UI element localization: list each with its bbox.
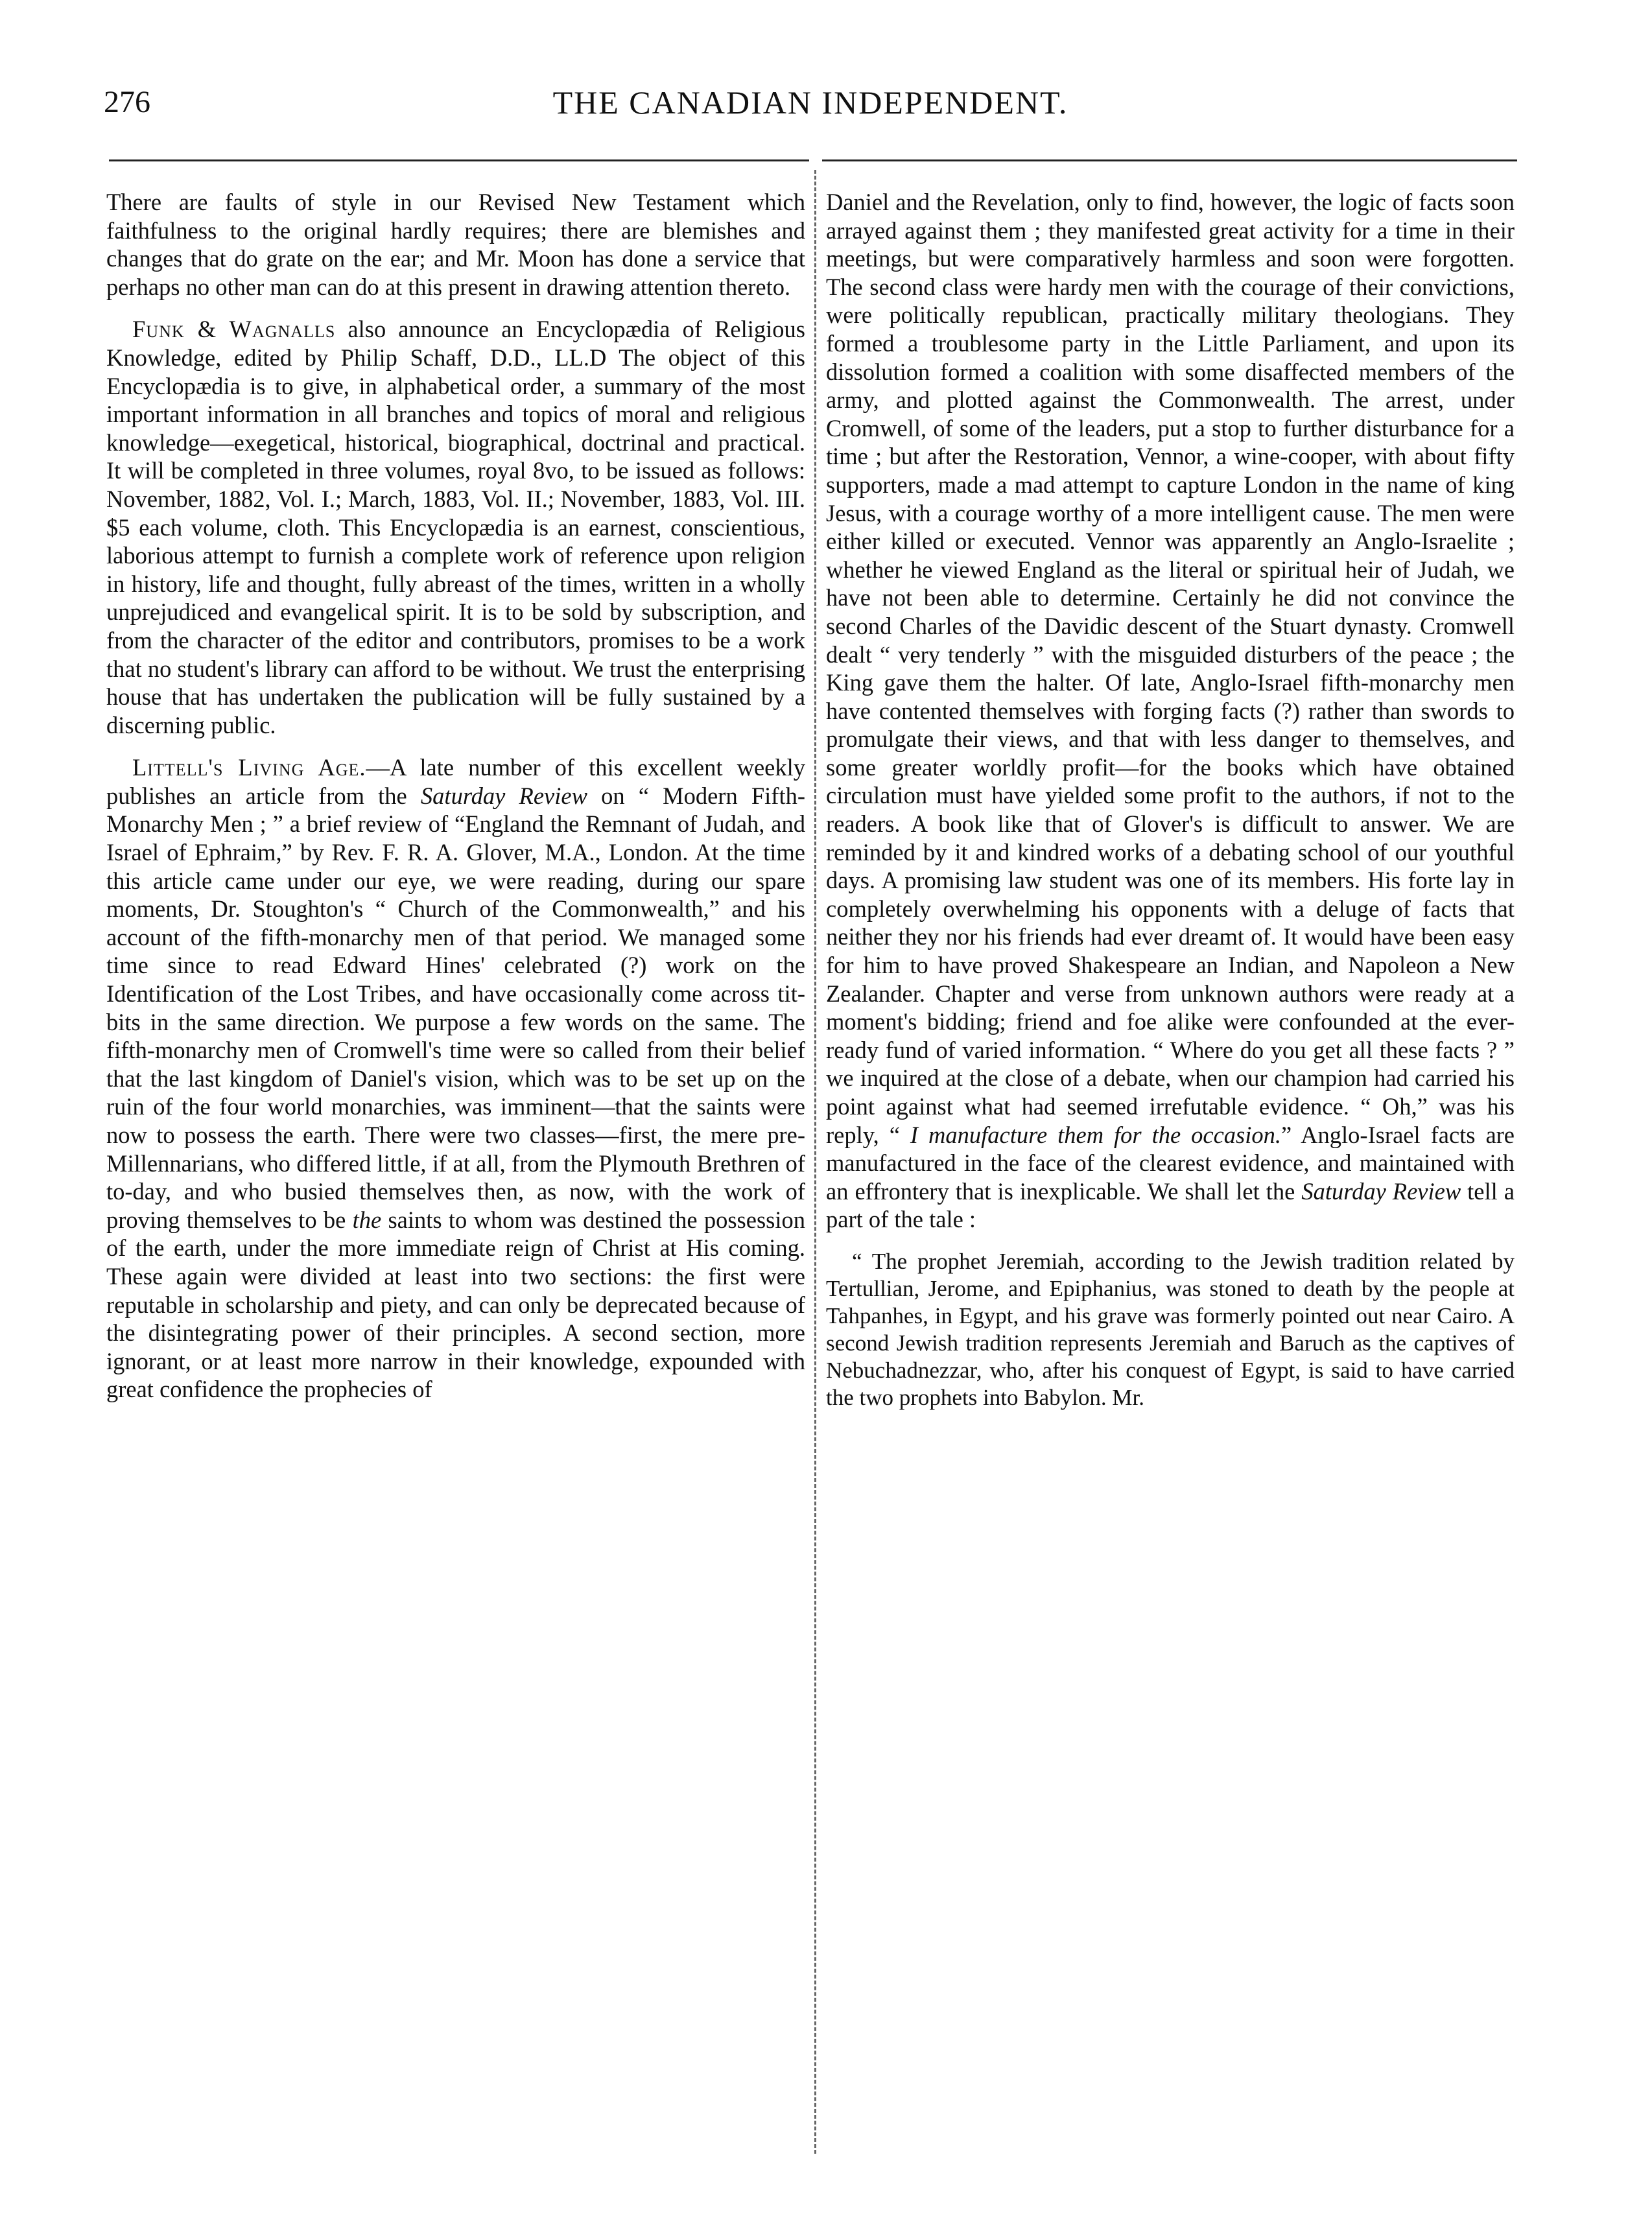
paragraph-text: There are faults of style in our Revised New Testament which faithfulness to the original hardly requires; there are blemishes and changes that do grate on the ear; and Mr. Moon has done a service that perhaps no other man can do at this present in drawing attention thereto. (106, 189, 805, 300)
paragraph-fifth-monarchy (826, 188, 1515, 1234)
paragraph-text: Daniel and the Revelation, only to find, however, the logic of facts soon arrayed against them ; they manifested great activity for a time in their meetings, but were comparatively harmless and soon were forgotten. The second class were hardy men with the courage of their convictions, were politically republican, practically military theologians. They formed a troublesome party in the Little Parliament, and upon its dissolution formed a coalition with some disaffected members of the army, and plotted against the Commonwealth. The arrest, under Cromwell, of some of the leaders, put a stop to further disturbance for a time ; but after the Restoration, Vennor, a wine-cooper, with about fifty supporters, made a mad attempt to capture London in the name of king Jesus, with a courage worthy of a more intelligent cause. The men were either killed or executed. Vennor was apparently an Anglo-Israelite ; whether he viewed England as the literal or spiritual heir of Judah, we have not been able to determine. Certainly he did not convince the second Charles of the Davidic descent of the Stuart dynasty. Cromwell dealt “ very tenderly ” with the misguided disturbers of the peace ; the King gave them the halter. Of late, Anglo-Israel fifth-monarchy men have contented themselves with forging facts (?) rather than swords to promulgate their views, and that with less danger to themselves, and some greater worldly profit—for the books which have obtained circulation must have yielded some profit to the authors, if not to the readers. A book like that of Glover's is difficult to answer. We are reminded by it and kindred works of a debating school of our youthful days. A promising law student was one of its members. His forte lay in completely overwhelming his opponents with a deluge of facts that neither they nor his friends had ever dreamt of. It would have been easy for him to have proved Shakespeare an Indian, and Napoleon a New Zealander. Chapter and verse from unknown authors were ready at a moment's bidding; friend and foe alike were confounded at the ever-ready fund of varied information. “ Where do you get all these facts ? ” we inquired at the close of a debate, when our champion had carried his point against what had seemed irrefutable evidence. “ Oh,” was his reply, “ (826, 189, 1515, 1148)
left-column (106, 188, 805, 2172)
running-title: THE CANADIAN INDEPENDENT. (552, 84, 1068, 121)
right-column (826, 188, 1515, 2172)
block-quote (826, 1248, 1515, 1411)
paragraph-text: also announce an Encyclopædia of Religious Knowledge, edited by Philip Schaff, D.D., LL.D The object of this Encyclopædia is to give, in alphabetical order, a summary of the most important information in all branches and topics of moral and religious knowledge—exegetical, historical, biographical, doctrinal and practical. It will be completed in three volumes, royal 8vo, to be issued as follows: November, 1882, Vol. I.; March, 1883, Vol. II.; November, 1883, Vol. III. $5 each volume, cloth. This Encyclopædia is an earnest, conscientious, laborious attempt to furnish a complete work of reference upon religion in history, life and thought, fully abreast of the times, written in a wholly unprejudiced and evangelical spirit. It is to be sold by subscription, and from the character of the editor and contributors, promises to be a work that no student's library can afford to be without. We trust the enterprising house that has undertaken the publication will be fully sustained by a discerning public. (106, 316, 805, 738)
quote-text: “ The prophet Jeremiah, according to the Jewish tradition related by Tertullian, Jerome, and Epiphanius, was stoned to death by the people at Tahpanhes, in Egypt, and his grave was formerly pointed out near Cairo. A second Jewish tradition represents Jeremiah and Baruch as the captives of Nebuchadnezzar, who, after his conquest of Egypt, is said to have carried the two prophets into Babylon. Mr. (826, 1248, 1515, 1410)
italic-text: I manufacture them for the occasion. (910, 1121, 1282, 1148)
column-divider (814, 170, 816, 2154)
header-rule-left (109, 159, 809, 161)
paragraph-lead: Littell's Living Age. (132, 754, 366, 781)
paragraph-text: on “ Modern Fifth-Monarchy Men ; ” a brief review of “England the Remnant of Judah, and Israel of Ephraim,” by Rev. F. R. A. Glover, M.A., London. At the time this article came under our eye, we were reading, during our spare moments, Dr. Stoughton's “ Church of the Commonwealth,” and his account of the fifth-monarchy men of that period. We managed some time since to read Edward Hines' celebrated (?) work on the Identification of the Lost Tribes, and have occasionally come across tit-bits in the same direction. We purpose a few words on the same. The fifth-monarchy men of Cromwell's time were so called from their belief that the last kingdom of Daniel's vision, which was to be set up on the ruin of the four world monarchies, was imminent—that the saints were now to possess the earth. There were two classes—first, the mere pre-Millennarians, who differed little, if at all, from the Plymouth Brethren of to-day, and who busied themselves then, as now, with the work of proving themselves to be (106, 782, 805, 1233)
paragraph-encyclopaedia (106, 315, 805, 739)
header-rule-right (822, 159, 1517, 161)
page-number: 276 (104, 85, 150, 119)
paragraph-text: ” Anglo-Israel facts are manufactured in the face of the clearest evidence, and maintained with an effrontery that is inexplicable. We shall let the (826, 1121, 1515, 1205)
paragraph-living-age (106, 753, 805, 1404)
italic-text: Saturday Review (1301, 1177, 1461, 1205)
paragraph-text: saints to whom was destined the possession of the earth, under the more immediate reign of Christ at His coming. These again were divided at least into two sections: the first were reputable in scholarship and piety, and can only be deprecated because of the disintegrating power of their principles. A second section, more ignorant, or at least more narrow in their knowledge, expounded with great confidence the prophecies of (106, 1206, 805, 1403)
paragraph-lead: Funk & Wagnalls (132, 316, 336, 343)
italic-text: Saturday Review (420, 782, 587, 809)
paragraph-revised-testament (106, 188, 805, 301)
page-header (104, 83, 1517, 135)
paragraph-text: tell a part of the tale : (826, 1177, 1515, 1233)
italic-text: the (352, 1206, 382, 1233)
paragraph-text: —A late number of this excellent weekly publishes an article from the (106, 754, 805, 809)
